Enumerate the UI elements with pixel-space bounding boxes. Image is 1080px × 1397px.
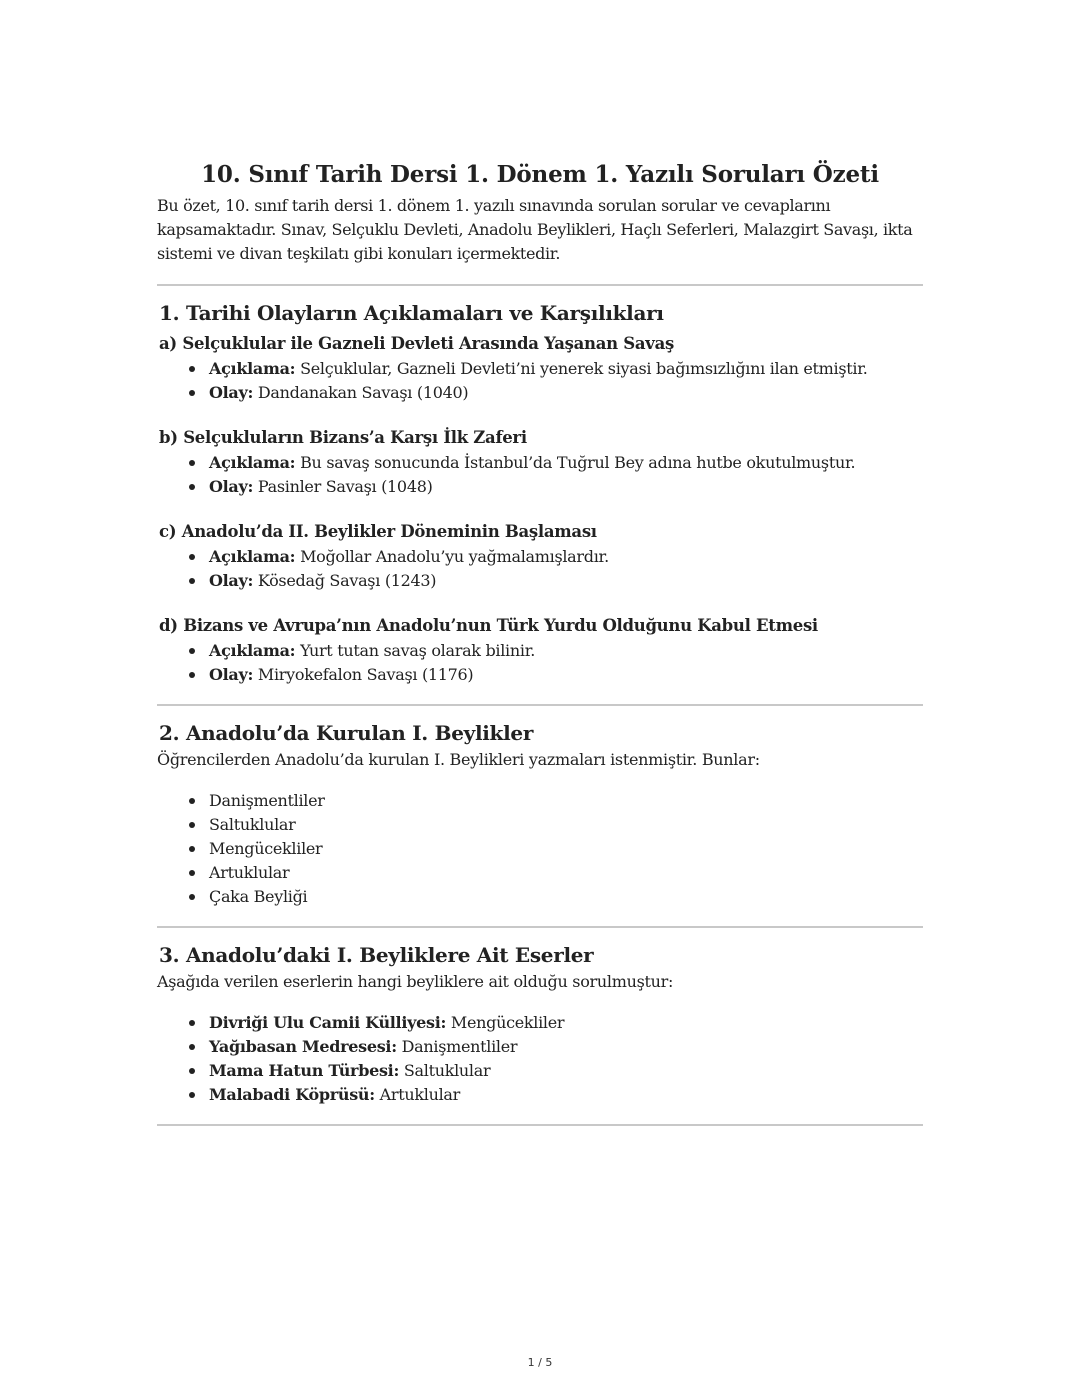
desc-label: Açıklama: [209, 453, 296, 472]
list-item [209, 569, 923, 593]
section-2-text: Öğrencilerden Anadolu’da kurulan I. Beylikleri yazmaları istenmiştir. Bunlar: [157, 750, 760, 769]
work-value: Mengücekliler [446, 1013, 565, 1032]
item-a-title: a) Selçuklular ile Gazneli Devleti Arasında Yaşanan Savaş [159, 334, 674, 353]
list-item [209, 639, 923, 663]
list-item: Saltuklular [209, 813, 923, 837]
work-label: Divriği Ulu Camii Külliyesi: [209, 1013, 447, 1032]
page-title: 10. Sınıf Tarih Dersi 1. Dönem 1. Yazılı Soruları Özeti [201, 161, 879, 188]
event-label: Olay: [209, 383, 254, 402]
item-c [157, 519, 923, 593]
document-page [157, 158, 923, 1126]
item-a-list [157, 357, 923, 405]
list-item: Mengücekliler [209, 837, 923, 861]
list-item [209, 1083, 923, 1107]
item-b [157, 425, 923, 499]
desc-label: Açıklama: [209, 641, 296, 660]
item-d-list [157, 639, 923, 687]
event-text: Pasinler Savaşı (1048) [253, 477, 433, 496]
list-item [209, 451, 923, 475]
event-text: Miryokefalon Savaşı (1176) [253, 665, 474, 684]
section-3-list [157, 1011, 923, 1107]
work-label: Yağıbasan Medresesi: [209, 1037, 397, 1056]
list-item [209, 1035, 923, 1059]
item-c-list [157, 545, 923, 593]
section-2-heading: 2. Anadolu’da Kurulan I. Beylikler [159, 721, 534, 745]
list-item: Artuklular [209, 861, 923, 885]
item-c-title: c) Anadolu’da II. Beylikler Döneminin Başlaması [159, 522, 597, 541]
intro-paragraph: Bu özet, 10. sınıf tarih dersi 1. dönem 1. yazılı sınavında sorulan sorular ve cevaplarını kapsamaktadır. Sınav, Selçuklu Devleti, Anadolu Beylikleri, Haçlı Seferleri, Malazgirt Savaşı, ikta sistemi ve divan teşkilatı gibi konuları içermektedir. [157, 196, 913, 263]
work-label: Malabadi Köprüsü: [209, 1085, 375, 1104]
list-item [209, 475, 923, 499]
list-item: Danişmentliler [209, 789, 923, 813]
section-2-list [157, 789, 923, 909]
section-3-heading: 3. Anadolu’daki I. Beyliklere Ait Eserler [159, 943, 594, 967]
divider [157, 926, 923, 928]
item-b-title: b) Selçukluların Bizans’a Karşı İlk Zaferi [159, 428, 527, 447]
list-item [209, 663, 923, 687]
item-d-title: d) Bizans ve Avrupa’nın Anadolu’nun Türk Yurdu Olduğunu Kabul Etmesi [159, 616, 818, 635]
desc-label: Açıklama: [209, 547, 296, 566]
item-d [157, 613, 923, 687]
event-text: Kösedağ Savaşı (1243) [253, 571, 437, 590]
list-item [209, 357, 923, 381]
event-label: Olay: [209, 665, 254, 684]
work-label: Mama Hatun Türbesi: [209, 1061, 400, 1080]
event-label: Olay: [209, 477, 254, 496]
work-value: Saltuklular [399, 1061, 491, 1080]
work-value: Artuklular [374, 1085, 460, 1104]
list-item: Çaka Beyliği [209, 885, 923, 909]
event-text: Dandanakan Savaşı (1040) [253, 383, 469, 402]
item-a [157, 331, 923, 405]
divider [157, 1124, 923, 1126]
event-label: Olay: [209, 571, 254, 590]
section-1-heading: 1. Tarihi Olayların Açıklamaları ve Karşılıkları [159, 301, 664, 325]
page-number: 1 / 5 [527, 1356, 553, 1369]
desc-text: Yurt tutan savaş olarak bilinir. [295, 641, 536, 660]
list-item [209, 1011, 923, 1035]
work-value: Danişmentliler [396, 1037, 518, 1056]
desc-text: Moğollar Anadolu’yu yağmalamışlardır. [295, 547, 609, 566]
item-b-list [157, 451, 923, 499]
list-item [209, 1059, 923, 1083]
desc-text: Selçuklular, Gazneli Devleti’ni yenerek siyasi bağımsızlığını ilan etmiştir. [295, 359, 868, 378]
list-item [209, 381, 923, 405]
section-3-text: Aşağıda verilen eserlerin hangi beyliklere ait olduğu sorulmuştur: [157, 972, 674, 991]
divider [157, 284, 923, 286]
list-item [209, 545, 923, 569]
desc-label: Açıklama: [209, 359, 296, 378]
divider [157, 704, 923, 706]
desc-text: Bu savaş sonucunda İstanbul’da Tuğrul Bey adına hutbe okutulmuştur. [295, 453, 856, 472]
